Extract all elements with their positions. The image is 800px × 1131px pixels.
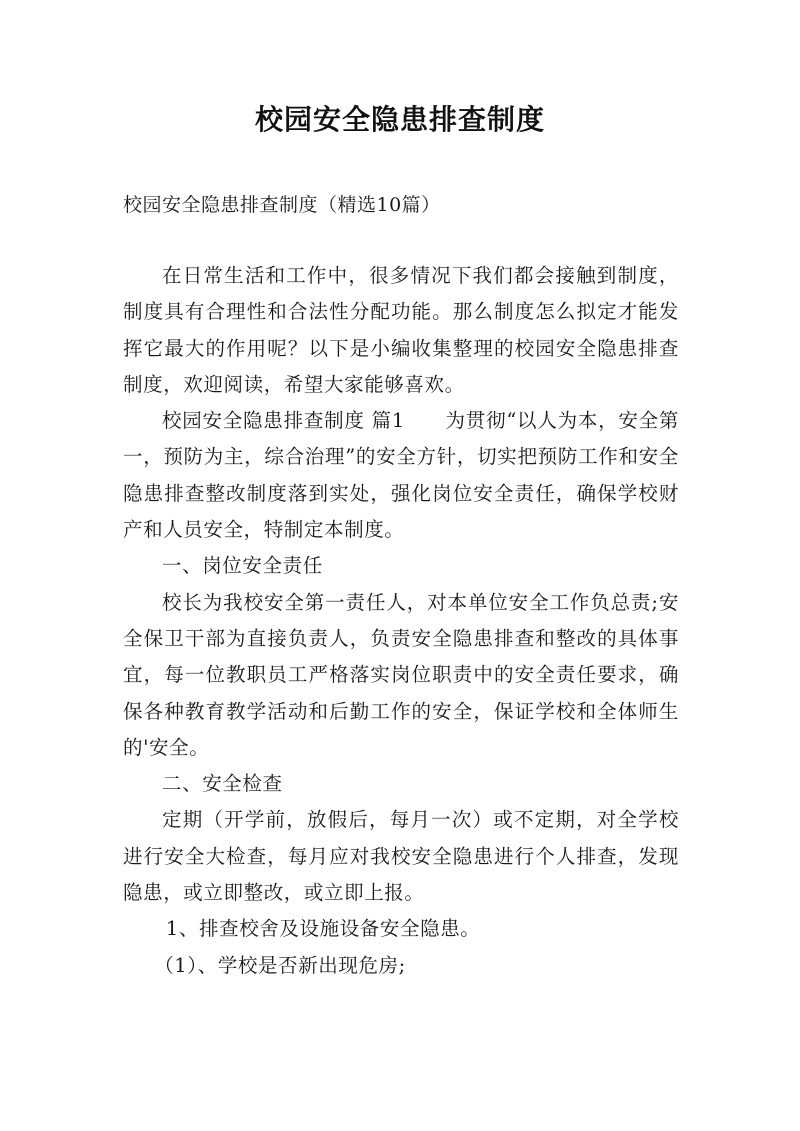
heading-safety-inspection: 二、安全检查 (162, 772, 283, 796)
intro-paragraph: 在日常生活和工作中，很多情况下我们都会接触到制度，制度具有合理性和合法性分配功能。那么制度怎么拟定才能发挥它最大的作用呢？以下是小编收集整理的校园安全隐患排查制度，欢迎阅读，希望大家能够喜欢。 (123, 264, 679, 396)
sub-item-1: （1）、学校是否新出现危房; (154, 953, 406, 977)
document-title: 校园安全隐患排查制度 (254, 103, 545, 136)
document-subtitle: 校园安全隐患排查制度（精选10篇） (123, 194, 441, 216)
heading-post-responsibility: 一、岗位安全责任 (162, 554, 323, 578)
list-item-1: 1、排查校舍及设施设备安全隐患。 (165, 917, 481, 941)
document-body (123, 258, 679, 984)
section-paragraph-1: 校园安全隐患排查制度 篇1 为贯彻“以人为本，安全第一，预防为主，综合治理”的安全方针，切实把预防工作和安全隐患排查整改制度落到实处，强化岗位安全责任，确保学校财产和人员安全，特制定本制度。 (123, 409, 679, 542)
inspection-paragraph: 定期（开学前，放假后，每月一次）或不定期，对全学校进行安全大检查，每月应对我校安全隐患进行个人排查，发现隐患，或立即整改，或立即上报。 (123, 808, 679, 905)
responsibility-paragraph: 校长为我校安全第一责任人，对本单位安全工作负总责;安全保卫干部为直接负责人，负责安全隐患排查和整改的具体事宜，每一位教职员工严格落实岗位职责中的安全责任要求，确保各种教育教学活动和后勤工作的安全，保证学校和全体师生的'安全。 (123, 590, 679, 759)
